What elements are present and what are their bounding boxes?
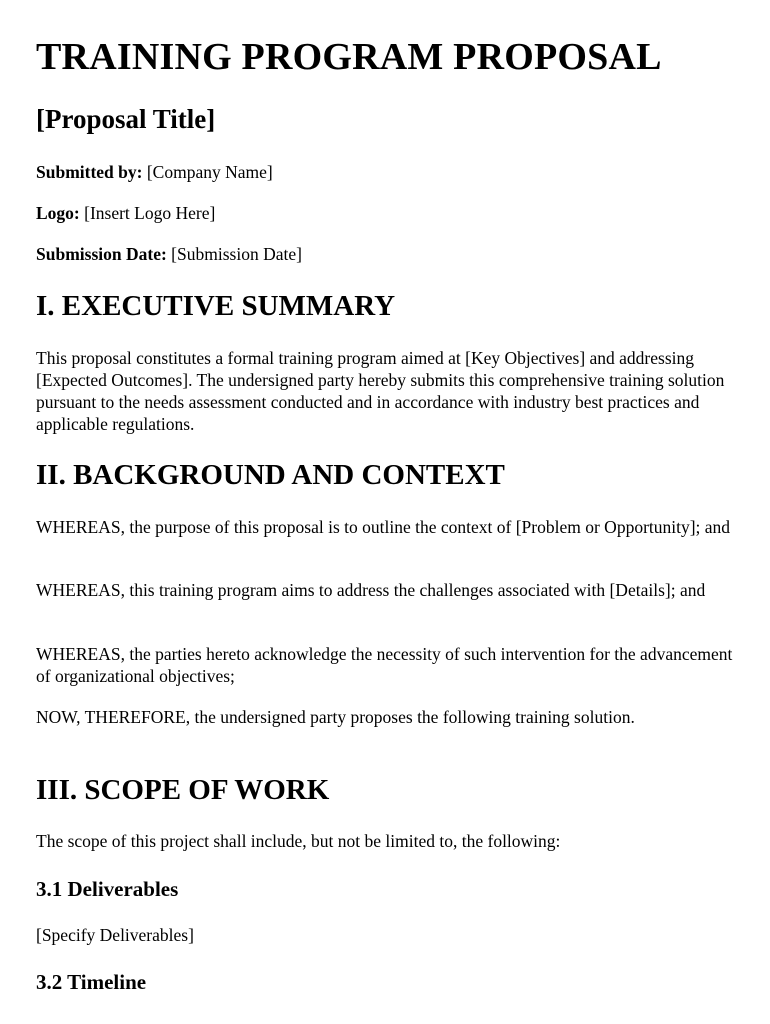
background-paragraph-3: WHEREAS, the parties hereto acknowledge the necessity of such intervention for the advancement of organizational objectives;: [36, 644, 733, 686]
scope-heading: III. SCOPE OF WORK: [36, 774, 330, 806]
scope-intro: The scope of this project shall include, but not be limited to, the following:: [36, 831, 561, 851]
deliverables-heading: 3.1 Deliverables: [36, 877, 179, 901]
deliverables-text: [Specify Deliverables]: [36, 925, 194, 945]
background-paragraph-1: WHEREAS, the purpose of this proposal is to outline the context of [Problem or Opportunity]; and: [36, 517, 731, 537]
executive-summary-text: This proposal constitutes a formal training program aimed at [Key Objectives] and addressing [Expected Outcomes]. The undersigned party hereby submits this comprehensive training solution pursuant to the needs assessment conducted and in accordance with industry best practices and applicable regulations.: [36, 348, 725, 434]
proposal-title: [Proposal Title]: [36, 104, 216, 134]
background-paragraph-4: NOW, THEREFORE, the undersigned party proposes the following training solution.: [36, 707, 635, 727]
submission-date-line: [36, 243, 302, 265]
submitted-by-label: Submitted by:: [36, 162, 143, 182]
submitted-by-line: [36, 161, 273, 183]
logo-label: Logo:: [36, 203, 80, 223]
background-heading: II. BACKGROUND AND CONTEXT: [36, 459, 505, 491]
submission-date-label: Submission Date:: [36, 244, 167, 264]
submission-date-value: [Submission Date]: [171, 244, 302, 264]
executive-summary-heading: I. EXECUTIVE SUMMARY: [36, 290, 396, 322]
submitted-by-value: [Company Name]: [146, 162, 273, 182]
logo-value: [Insert Logo Here]: [84, 203, 216, 223]
timeline-heading: 3.2 Timeline: [36, 970, 147, 994]
background-paragraph-2: WHEREAS, this training program aims to address the challenges associated with [Details]; and: [36, 580, 706, 600]
logo-line: [36, 202, 215, 224]
document-title: TRAINING PROGRAM PROPOSAL: [36, 36, 662, 78]
